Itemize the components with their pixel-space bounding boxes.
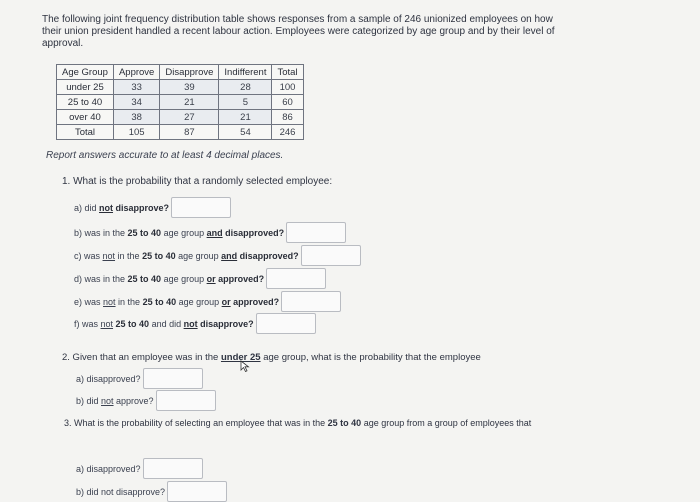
answer-1c-input[interactable] <box>301 245 361 266</box>
row-label: 25 to 40 <box>57 95 114 110</box>
intro-paragraph: The following joint frequency distribution table shows responses from a sample of 246 unionized employees on how their union president handled a recent labour action. Employees were categorized by age group and by their level of approval. <box>42 14 555 49</box>
cell: 21 <box>160 95 219 110</box>
question-1a: a) did not disapprove? <box>74 197 231 218</box>
cell: 100 <box>272 80 303 95</box>
row-label: under 25 <box>57 80 114 95</box>
cell: 28 <box>219 80 272 95</box>
cell: 54 <box>219 125 272 140</box>
table-row <box>57 95 304 110</box>
question-1b: b) was in the 25 to 40 age group and disapproved? <box>74 222 346 243</box>
answer-1b-input[interactable] <box>286 222 346 243</box>
header-total: Total <box>272 65 303 80</box>
question-3a: a) disapproved? <box>76 458 203 479</box>
report-note: Report answers accurate to at least 4 decimal places. <box>46 150 284 161</box>
question-2-prompt: 2. Given that an employee was in the under 25 age group, what is the probability that the employee <box>62 352 481 363</box>
header-disapprove: Disapprove <box>160 65 219 80</box>
answer-1a-input[interactable] <box>171 197 231 218</box>
table-row <box>57 110 304 125</box>
table-header-row <box>57 65 304 80</box>
question-3-prompt: 3. What is the probability of selecting an employee that was in the 25 to 40 age group from a group of employees that <box>64 418 532 428</box>
cell: 21 <box>219 110 272 125</box>
table-row <box>57 80 304 95</box>
table-row <box>57 125 304 140</box>
question-1f: f) was not 25 to 40 and did not disapprove? <box>74 313 316 334</box>
cell: 60 <box>272 95 303 110</box>
cell: 38 <box>113 110 159 125</box>
cell: 34 <box>113 95 159 110</box>
cell: 27 <box>160 110 219 125</box>
question-2a: a) disapproved? <box>76 368 203 389</box>
question-2b: b) did not approve? <box>76 390 216 411</box>
question-1d: d) was in the 25 to 40 age group or approved? <box>74 268 326 289</box>
question-1e: e) was not in the 25 to 40 age group or approved? <box>74 291 341 312</box>
cell: 246 <box>272 125 303 140</box>
header-approve: Approve <box>113 65 159 80</box>
answer-1d-input[interactable] <box>266 268 326 289</box>
answer-1e-input[interactable] <box>281 291 341 312</box>
cell: 105 <box>113 125 159 140</box>
question-1c: c) was not in the 25 to 40 age group and disapproved? <box>74 245 361 266</box>
header-age-group: Age Group <box>57 65 114 80</box>
cell: 39 <box>160 80 219 95</box>
frequency-table <box>56 64 304 140</box>
answer-2a-input[interactable] <box>143 368 203 389</box>
question-1-prompt: 1. What is the probability that a randomly selected employee: <box>62 176 333 187</box>
cell: 87 <box>160 125 219 140</box>
row-label: over 40 <box>57 110 114 125</box>
header-indifferent: Indifferent <box>219 65 272 80</box>
answer-2b-input[interactable] <box>156 390 216 411</box>
row-label: Total <box>57 125 114 140</box>
cell: 33 <box>113 80 159 95</box>
cell: 5 <box>219 95 272 110</box>
answer-1f-input[interactable] <box>256 313 316 334</box>
mouse-cursor-icon <box>240 360 250 372</box>
answer-3a-input[interactable] <box>143 458 203 479</box>
question-3b: b) did not disapprove? <box>76 481 227 502</box>
cell: 86 <box>272 110 303 125</box>
answer-3b-input[interactable] <box>167 481 227 502</box>
